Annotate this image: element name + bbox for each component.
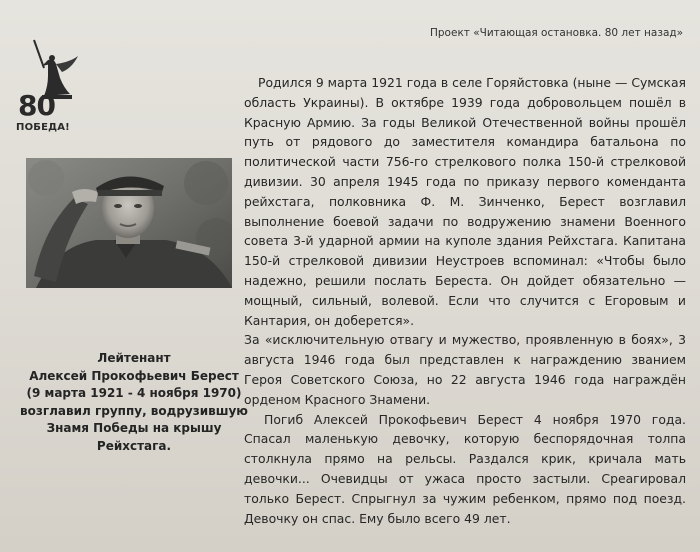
logo-number: 80 (18, 89, 55, 122)
biography-paragraph-2: За «исключительную отвагу и мужество, проявленную в боях», 3 августа 1946 года был представлен к награждению званием Героя Советского Союза, но 22 августа 1946 года награждён орденом Красного Знамени. (244, 332, 686, 407)
caption-line-6: Рейхстага. (96, 438, 172, 453)
caption-rank: Лейтенант (97, 351, 171, 365)
project-title: Проект «Читающая остановка. 80 лет назад» (430, 27, 684, 39)
logo-word: ПОБЕДА! (16, 122, 70, 133)
caption-name: Алексей Прокофьевич Берест (29, 368, 239, 383)
caption-line-5: Знамя Победы на крышу (46, 421, 222, 435)
caption-dates: (9 марта 1921 - 4 ноября 1970) (26, 386, 242, 400)
biography-text (244, 73, 686, 528)
portrait-caption (8, 350, 260, 455)
biography-paragraph-1: Родился 9 марта 1921 года в селе Горяйстовка (ныне — Сумская область Украины). В октябре 1939 года добровольцем пошёл в Красную Армию. За годы Великой Отечественной войны прошёл путь от рядового до заместителя командира батальона по политической части 756-го стрелкового полка 150-й стрелковой дивизии. 30 апреля 1945 года по приказу первого коменданта рейхстага, полковника Ф. М. Зинченко, Берест возглавил выполнение боевой задачи по водружению знамени Военного совета 3-й ударной армии на куполе здания Рейхстага. Капитана 150-й стрелковой дивизии Неустроев вспоминал: «Чтобы было надежно, решили послать Береста. Он дойдет обязательно — мощный, сильный, волевой. Если что случится с Егоровым и Кантария, он доберется». (244, 75, 686, 328)
soldier-portrait-photo (26, 158, 232, 288)
biography-paragraph-3: Погиб Алексей Прокофьевич Берест 4 ноября 1970 года. Спасал маленькую девочку, которую беспорядочная толпа столкнула прямо на рельсы. Раздался крик, кричала мать девочки... Очевидцы от ужаса просто застыли. Среагировал только Берест. Спрыгнул за чужим ребенком, прямо под поезд. Девочку он спас. Ему было всего 49 лет. (244, 411, 686, 526)
caption-line-4: возглавил группу, водрузившую (20, 403, 248, 418)
victory-80-logo (14, 38, 80, 138)
